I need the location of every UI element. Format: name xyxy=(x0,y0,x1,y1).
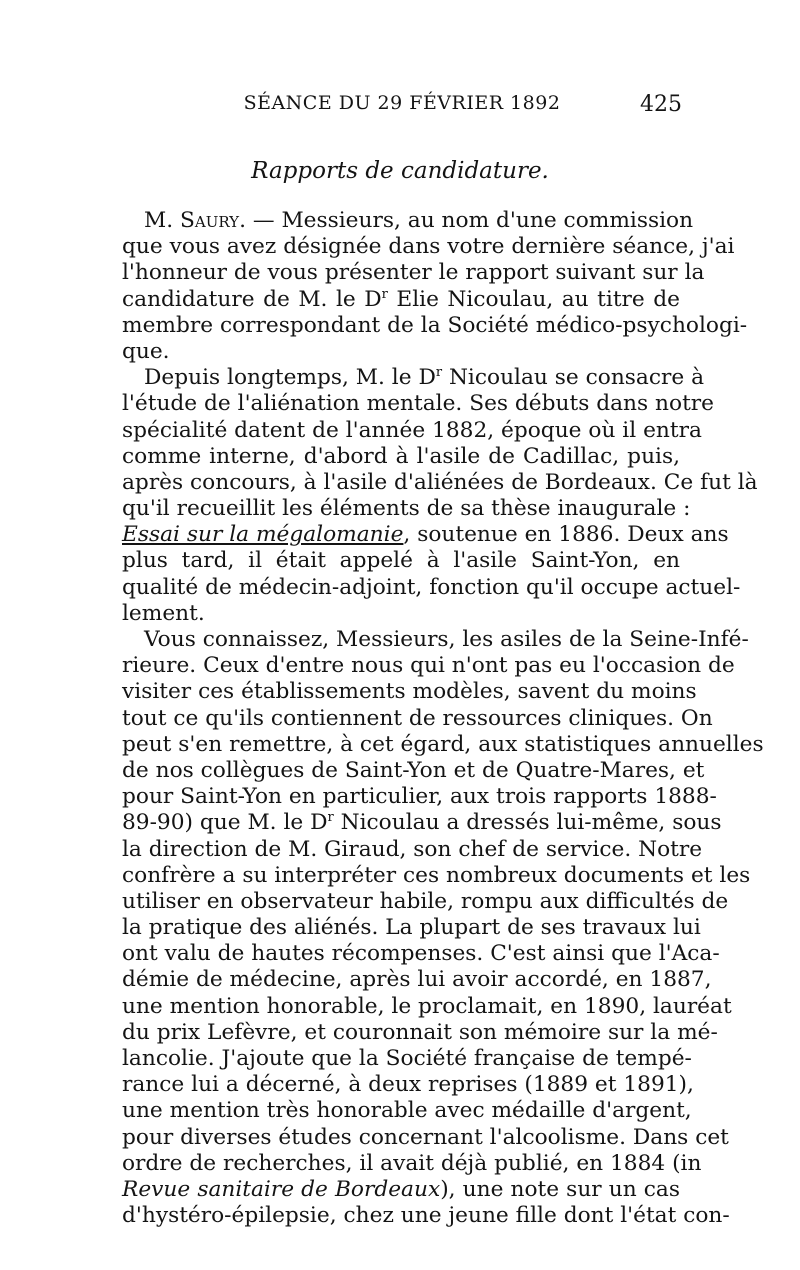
body-text xyxy=(122,208,764,1229)
text-line: que vous avez désignée dans votre dernière séance, j'ai xyxy=(122,234,735,260)
text-line: tout ce qu'ils contiennent de ressources cliniques. On xyxy=(122,705,713,731)
text-line: membre correspondant de la Société médico-psychologi- xyxy=(122,312,748,338)
text-line: après concours, à l'asile d'aliénées de Bordeaux. Ce fut là xyxy=(122,469,758,495)
text-line: rance lui a décerné, à deux reprises (1889 et 1891), xyxy=(122,1072,694,1098)
paragraph xyxy=(122,627,764,1229)
text-line: lement. xyxy=(122,600,205,626)
text-line: d'hystéro-épilepsie, chez une jeune fille dont l'état con- xyxy=(122,1203,730,1229)
text-line: la direction de M. Giraud, son chef de service. Notre xyxy=(122,836,703,862)
text-line: l'honneur de vous présenter le rapport suivant sur la xyxy=(122,260,705,286)
page-number: 425 xyxy=(640,92,682,117)
text-line: plus tard, il était appelé à l'asile Saint-Yon, en xyxy=(122,548,680,574)
text-line: ont valu de hautes récompenses. C'est ainsi que l'Aca- xyxy=(122,941,720,967)
running-head: SÉANCE DU 29 FÉVRIER 1892 xyxy=(243,92,561,114)
paragraph xyxy=(122,364,758,627)
text-line: Vous connaissez, Messieurs, les asiles de la Seine-Infé- xyxy=(144,627,749,652)
text-line: utiliser en observateur habile, rompu aux difficultés de xyxy=(122,888,729,914)
text-line: démie de médecine, après lui avoir accordé, en 1887, xyxy=(122,967,712,993)
text-line: peut s'en remettre, à cet égard, aux statistiques annuelles xyxy=(122,731,764,757)
paragraph xyxy=(122,208,748,365)
text-line: Revue sanitaire de Bordeaux), une note sur un cas xyxy=(122,1176,680,1202)
text-line: candidature de M. le $D^r$ Elie Nicoulau, au titre de xyxy=(122,286,680,312)
text-line: une mention très honorable avec médaille d'argent, xyxy=(122,1098,692,1124)
text-line: visiter ces établissements modèles, savent du moins xyxy=(122,679,697,705)
text-line: confrère a su interpréter ces nombreux documents et les xyxy=(122,862,751,888)
text-line: M. Saury. — Messieurs, au nom d'une commission xyxy=(144,208,694,233)
text-line: la pratique des aliénés. La plupart de ses travaux lui xyxy=(122,915,701,941)
text-line: lancolie. J'ajoute que la Société française de tempé- xyxy=(122,1046,692,1071)
text-line: de nos collègues de Saint-Yon et de Quatre-Mares, et xyxy=(122,757,705,783)
text-line: qu'il recueillit les éléments de sa thèse inaugurale : xyxy=(122,496,691,522)
text-line: Essai sur la mégalomanie, soutenue en 1886. Deux ans xyxy=(122,522,729,548)
text-line: pour diverses études concernant l'alcoolisme. Dans cet xyxy=(122,1124,729,1150)
text-line: rieure. Ceux d'entre nous qui n'ont pas eu l'occasion de xyxy=(122,653,735,679)
text-line: Depuis longtemps, M. le $D^r$ Nicoulau se consacre à xyxy=(144,364,705,391)
text-line: du prix Lefèvre, et couronnait son mémoire sur la mé- xyxy=(122,1019,718,1045)
text-line: comme interne, d'abord à l'asile de Cadillac, puis, xyxy=(122,443,680,469)
section-title: Rapports de candidature. xyxy=(251,158,549,184)
text-line: 89-90) que M. le $D^r$ Nicoulau a dressés lui-même, sous xyxy=(122,810,722,836)
text-line: ordre de recherches, il avait déjà publié, en 1884 (in xyxy=(122,1150,702,1176)
text-line: qualité de médecin-adjoint, fonction qu'il occupe actuel- xyxy=(122,574,741,600)
text-line: une mention honorable, le proclamait, en 1890, lauréat xyxy=(122,993,732,1019)
text-line: spécialité datent de l'année 1882, époque où il entra xyxy=(122,417,702,443)
page-header xyxy=(122,92,682,122)
text-line: que. xyxy=(122,338,170,364)
text-line: l'étude de l'aliénation mentale. Ses débuts dans notre xyxy=(122,391,714,417)
text-line: pour Saint-Yon en particulier, aux trois rapports 1888- xyxy=(122,784,717,810)
